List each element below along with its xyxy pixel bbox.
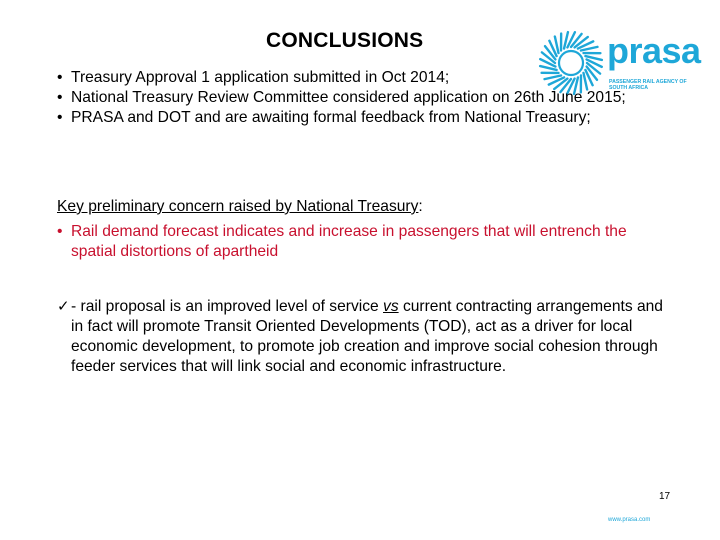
bullet-icon: • (57, 69, 63, 86)
response-vs: vs (383, 298, 399, 315)
bullet-icon: • (57, 109, 63, 126)
concern-heading (57, 197, 423, 217)
response-rest: current contracting arrangements and in fact will promote Transit Oriented Developments (TOD), act as a driver for local economic development, to promote job creation and improve social cohesion through feeder services that will link social and economic infrastructure. (71, 298, 663, 375)
concern-bullet (57, 222, 657, 262)
bullet-icon: • (57, 89, 63, 106)
response-prefix: - rail proposal is an improved level of service (71, 298, 384, 315)
logo-subtitle: PASSENGER RAIL AGENCY OF SOUTH AFRICA (609, 79, 687, 91)
footer-url: www.prasa.com (608, 517, 651, 523)
logo-spoke (555, 37, 559, 53)
concern-text: Rail demand forecast indicates and increase in passengers that will entrench the spatial distortions of apartheid (71, 223, 627, 260)
logo-wordmark: prasa (607, 30, 701, 71)
status-bullet-list (57, 68, 697, 128)
checkmark-icon: ✓ (57, 298, 70, 315)
list-item (57, 108, 697, 128)
bullet-icon: • (57, 223, 63, 240)
concern-heading-text: Key preliminary concern raised by National Treasury (57, 198, 419, 215)
response-text (57, 297, 667, 377)
bullet-text: National Treasury Review Committee considered application on 26th June 2015; (71, 89, 626, 106)
slide-title: CONCLUSIONS (266, 29, 424, 52)
page-number: 17 (659, 491, 671, 502)
logo-spoke (581, 47, 597, 51)
bullet-text: PRASA and DOT and are awaiting formal feedback from National Treasury; (71, 109, 591, 126)
concern-heading-colon: : (418, 198, 423, 215)
list-item (57, 68, 697, 88)
bullet-text: Treasury Approval 1 application submitted in Oct 2014; (71, 69, 450, 86)
response-paragraph (57, 297, 667, 377)
list-item (57, 88, 697, 108)
list-item (57, 222, 657, 262)
